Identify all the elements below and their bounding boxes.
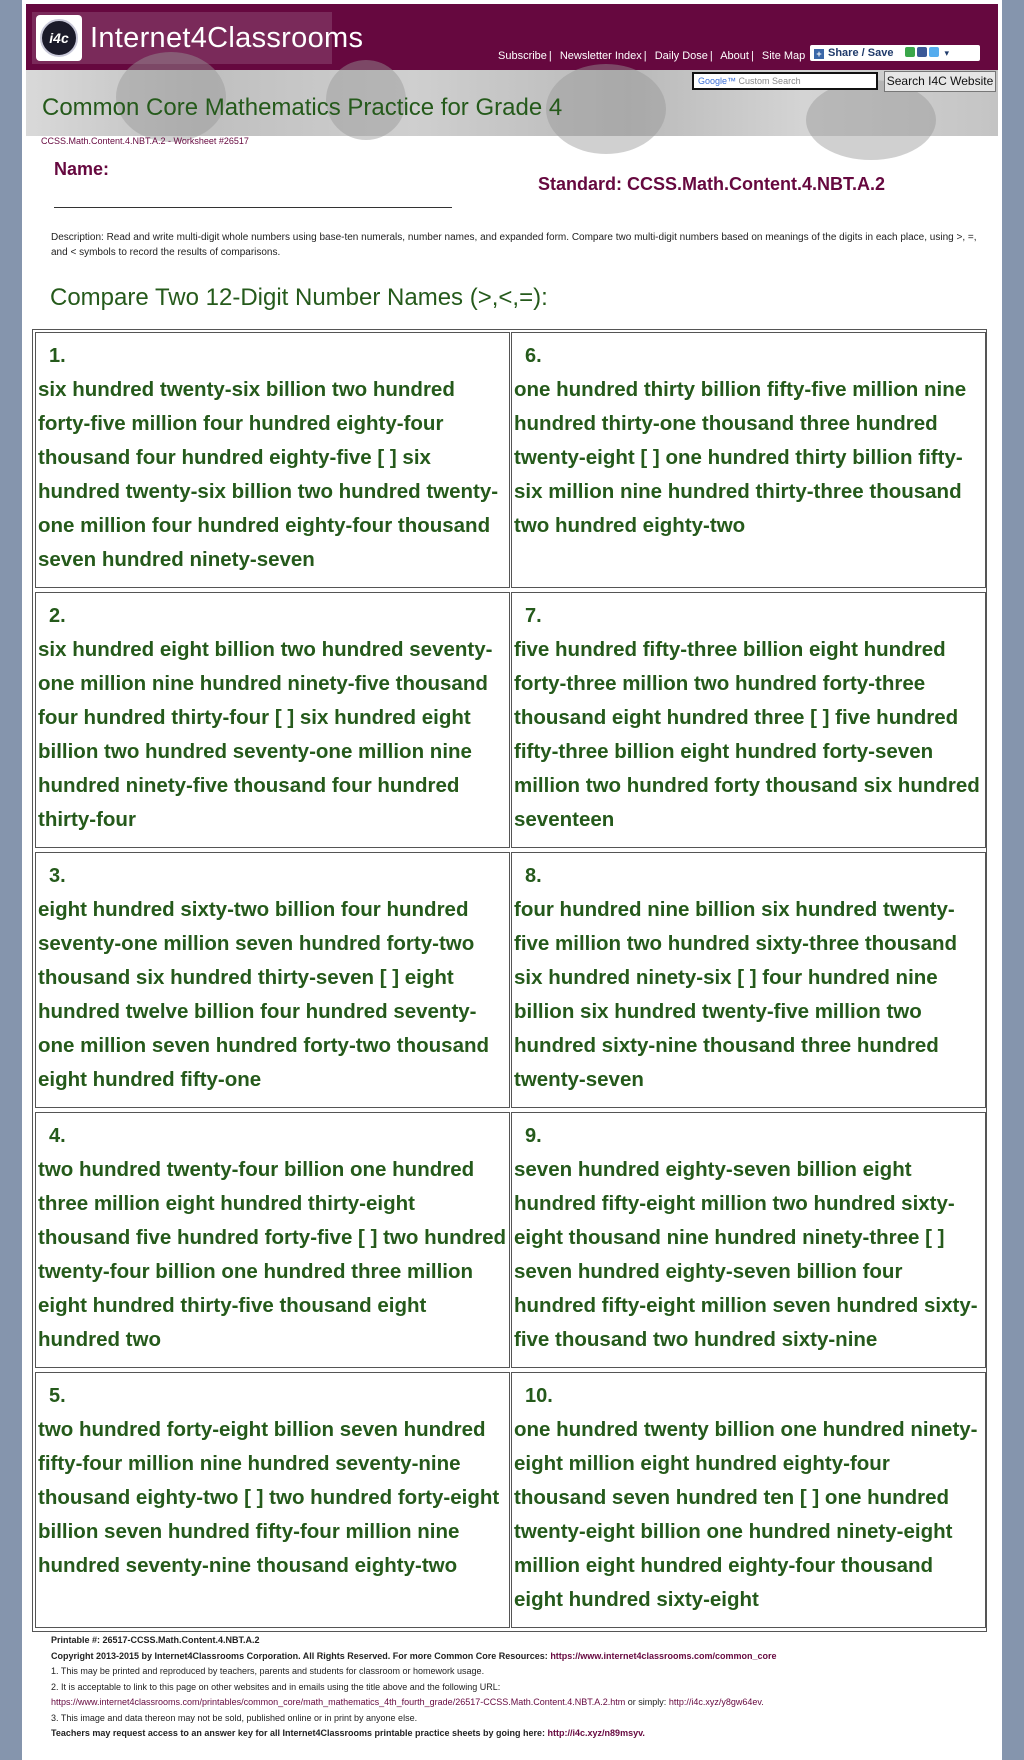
usage-note-1: 1. This may be printed and reproduced by teachers, parents and students for classroom or homework usage. xyxy=(51,1666,485,1676)
page-title: Common Core Mathematics Practice for Grade 4 xyxy=(42,94,563,121)
refresh-icon xyxy=(905,47,915,57)
name-line xyxy=(54,207,452,208)
share-label: Share / Save xyxy=(828,47,894,59)
nav-daily-dose[interactable]: Daily Dose xyxy=(654,50,708,62)
problem-text: one hundred thirty billion fifty-five million nine hundred thirty-one thousand three hundred twenty-eight [ ] one hundred thirty billion fifty-six million nine hundred thirty-three thousand two hundred eighty-two xyxy=(514,378,967,537)
footer xyxy=(51,1633,991,1742)
answer-key-text: Teachers may request access to an answer key for all Internet4Classrooms printable practice sheets by going here: xyxy=(51,1728,546,1738)
share-save-button[interactable] xyxy=(810,45,980,61)
answer-key-note xyxy=(51,1726,991,1742)
printable-number: Printable #: 26517-CCSS.Math.Content.4.NBT.A.2 xyxy=(51,1635,260,1645)
banner xyxy=(26,70,998,136)
problem-number: 4. xyxy=(49,1125,66,1147)
twitter-icon xyxy=(929,47,939,57)
nav-site-map[interactable]: Site Map xyxy=(761,50,806,62)
page xyxy=(22,0,1002,1760)
problem-cell xyxy=(35,332,510,588)
logo-text: Internet4Classrooms xyxy=(90,22,364,54)
problem-number: 2. xyxy=(49,605,66,627)
logo-badge xyxy=(36,15,82,61)
banner-photo-shape xyxy=(806,80,936,160)
worksheet-url-link[interactable]: https://www.internet4classrooms.com/printables/common_core/math_mathematics_4th_fourth_grade/26517-CCSS.Math.Content.4.NBT.A.2.htm xyxy=(51,1697,626,1707)
breadcrumb[interactable]: CCSS.Math.Content.4.NBT.A.2 - Worksheet #26517 xyxy=(41,136,249,146)
problem-number: 7. xyxy=(525,605,542,627)
problem-cell xyxy=(35,1372,510,1628)
worksheet-grid xyxy=(32,329,987,1632)
search-button[interactable]: Search I4C Website xyxy=(884,71,996,92)
problem-cell xyxy=(35,852,510,1108)
problem-cell xyxy=(35,1112,510,1368)
problem-number: 5. xyxy=(49,1385,66,1407)
problem-cell xyxy=(511,1112,986,1368)
copyright-text: Copyright 2013-2015 by Internet4Classrooms Corporation. All Rights Reserved. For more Common Core Resources: xyxy=(51,1650,548,1661)
problem-cell xyxy=(511,332,986,588)
google-brand: Google™ xyxy=(698,76,737,86)
short-url-link[interactable]: http://i4c.xyz/y8gw64ev. xyxy=(668,1697,764,1707)
problem-text: seven hundred eighty-seven billion eight hundred fifty-eight million two hundred sixty-eight thousand nine hundred ninety-three [ ] seven hundred eighty-seven billion four hundred fifty-eight million seven hundred sixty-five thousand two hundred sixty-nine xyxy=(514,1158,978,1351)
problem-text: five hundred fifty-three billion eight hundred forty-three million two hundred forty-three thousand eight hundred three [ ] five hundred fifty-three billion eight hundred forty-seven million two hundred forty thousand six hundred seventeen xyxy=(514,638,980,831)
answer-key-link[interactable]: http://i4c.xyz/n89msyv. xyxy=(547,1728,645,1738)
problem-number: 6. xyxy=(525,345,542,367)
problem-text: four hundred nine billion six hundred twenty-five million two hundred sixty-three thousand six hundred ninety-six [ ] four hundred nine billion six hundred twenty-five million two hundred sixty-nine thousand three hundred twenty-seven xyxy=(514,898,958,1091)
problem-cell xyxy=(511,592,986,848)
or-simply-text: or simply: xyxy=(627,1697,667,1707)
name-label: Name: xyxy=(54,159,110,179)
problem-number: 10. xyxy=(525,1385,553,1407)
banner-photo-shape xyxy=(546,64,666,154)
plus-icon: + xyxy=(814,49,824,59)
nav-subscribe[interactable]: Subscribe xyxy=(498,50,547,62)
nav-newsletter-index[interactable]: Newsletter Index xyxy=(559,50,642,62)
problem-number: 1. xyxy=(49,345,66,367)
problem-number: 9. xyxy=(525,1125,542,1147)
standard-label: Standard: CCSS.Math.Content.4.NBT.A.2 xyxy=(538,174,886,194)
usage-note-2: 2. It is acceptable to link to this page on other websites and in emails using the title above and the following URL: xyxy=(51,1681,501,1692)
problem-number: 8. xyxy=(525,865,542,887)
facebook-icon xyxy=(917,47,927,57)
description: Description: Read and write multi-digit whole numbers using base-ten numerals, number names, and expanded form. Compare two multi-digit numbers based on meanings of the digits in each place, using >, =, and < symbols to record the results of comparisons. xyxy=(51,232,977,258)
chevron-down-icon: ▾ xyxy=(944,48,950,58)
common-core-link[interactable]: https://www.internet4classrooms.com/common_core xyxy=(550,1650,777,1661)
problem-text: six hundred eight billion two hundred seventy-one million nine hundred ninety-five thousand four hundred thirty-four [ ] six hundred eight billion two hundred seventy-one million nine hundred ninety-five thousand four hundred thirty-four xyxy=(38,638,493,831)
problem-text: eight hundred sixty-two billion four hundred seventy-one million seven hundred forty-two thousand six hundred thirty-seven [ ] eight hundred twelve billion four hundred seventy-one million seven hundred forty-two thousand eight hundred fifty-one xyxy=(38,898,490,1091)
search-placeholder: Custom Search xyxy=(738,76,801,86)
problem-text: six hundred twenty-six billion two hundred forty-five million four hundred eighty-four thousand four hundred eighty-five [ ] six hundred twenty-six billion two hundred twenty-one million four hundred eighty-four thousand seven hundred ninety-seven xyxy=(38,378,499,571)
copyright xyxy=(51,1649,991,1665)
usage-note-3: 3. This image and data thereon may not be sold, published online or in print by anyone else. xyxy=(51,1712,418,1723)
section-title: Compare Two 12-Digit Number Names (>,<,=): xyxy=(50,284,548,311)
problem-cell xyxy=(511,1372,986,1628)
problem-text: two hundred forty-eight billion seven hundred fifty-four million nine hundred seventy-nine thousand eighty-two [ ] two hundred forty-eight billion seven hundred fifty-four million nine hundred seventy-nine thousand eighty-two xyxy=(38,1418,500,1577)
problem-cell xyxy=(511,852,986,1108)
top-nav: Subscribe | Newsletter Index | Daily Dose | About | Site Map xyxy=(498,50,806,62)
problem-text: two hundred twenty-four billion one hundred three million eight hundred thirty-eight thousand five hundred forty-five [ ] two hundred twenty-four billion one hundred three million eight hundred thirty-five thousand eight hundred two xyxy=(38,1158,507,1351)
problem-number: 3. xyxy=(49,865,66,887)
problem-cell xyxy=(35,592,510,848)
problem-text: one hundred twenty billion one hundred ninety-eight million eight hundred eighty-four thousand seven hundred ten [ ] one hundred twenty-eight billion one hundred ninety-eight million eight hundred eighty-four thousand eight hundred sixty-eight xyxy=(514,1418,978,1611)
nav-about[interactable]: About xyxy=(720,50,749,62)
logo-icon: i4c xyxy=(40,19,78,57)
search-input[interactable] xyxy=(692,72,878,90)
usage-note-2-urls xyxy=(51,1695,991,1711)
